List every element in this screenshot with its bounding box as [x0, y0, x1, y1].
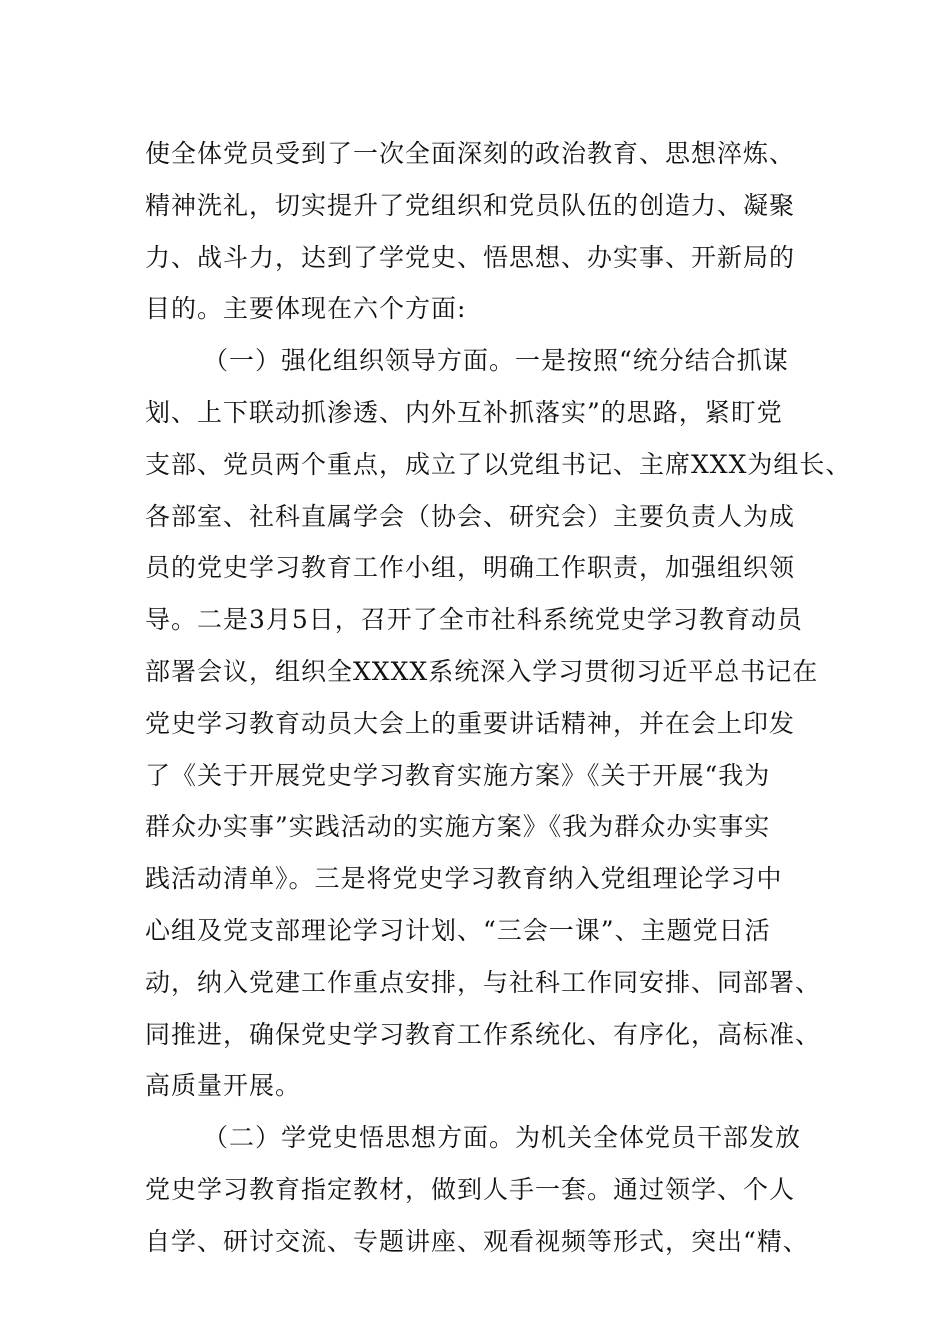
text-line: 部署会议，组织全XXXX系统深入学习贯彻习近平总书记在 — [145, 656, 819, 686]
text-line: 导。二是3月5日，召开了全市社科系统党史学习教育动员 — [145, 605, 803, 635]
text-line: 践活动清单》。三是将党史学习教育纳入党组理论学习中 — [145, 864, 783, 894]
text-line: 力、战斗力，达到了学党史、悟思想、办实事、开新局的 — [145, 242, 796, 272]
text-line: 群众办实事”实践活动的实施方案》《我为群众办实事实 — [145, 812, 771, 842]
document-body — [145, 128, 852, 1268]
text-line: 使全体党员受到了一次全面深刻的政治教育、思想淬炼、 — [145, 139, 796, 168]
text-line: 支部、党员两个重点，成立了以党组书记、主席XXX为组长、 — [145, 449, 852, 479]
text-line: 精神洗礼，切实提升了党组织和党员队伍的创造力、凝聚 — [145, 190, 796, 220]
text-line: 自学、研讨交流、专题讲座、观看视频等形式，突出“精、 — [145, 1226, 809, 1256]
text-line: 目的。主要体现在六个方面: — [145, 294, 467, 324]
section-heading-line: （一）强化组织领导方面。一是按照“统分结合抓谋 — [203, 346, 789, 376]
text-line: 同推进，确保党史学习教育工作系统化、有序化，高标准、 — [145, 1019, 822, 1049]
text-line: 员的党史学习教育工作小组，明确工作职责，加强组织领 — [145, 553, 796, 583]
text-line: 高质量开展。 — [145, 1071, 302, 1101]
text-line: 各部室、社科直属学会（协会、研究会）主要负责人为成 — [145, 501, 796, 531]
section-heading-line: （二）学党史悟思想方面。为机关全体党员干部发放 — [203, 1123, 802, 1153]
text-line: 划、上下联动抓渗透、内外互补抓落实”的思路，紧盯党 — [145, 397, 783, 427]
text-line: 党史学习教育指定教材，做到人手一套。通过领学、个人 — [145, 1174, 796, 1204]
text-line: 党史学习教育动员大会上的重要讲话精神，并在会上印发 — [145, 708, 796, 738]
text-line: 了《关于开展党史学习教育实施方案》《关于开展“我为 — [145, 760, 771, 790]
text-line: 动，纳入党建工作重点安排，与社科工作同安排、同部署、 — [145, 967, 822, 997]
text-line: 心组及党支部理论学习计划、“三会一课”、主题党日活 — [145, 915, 771, 945]
